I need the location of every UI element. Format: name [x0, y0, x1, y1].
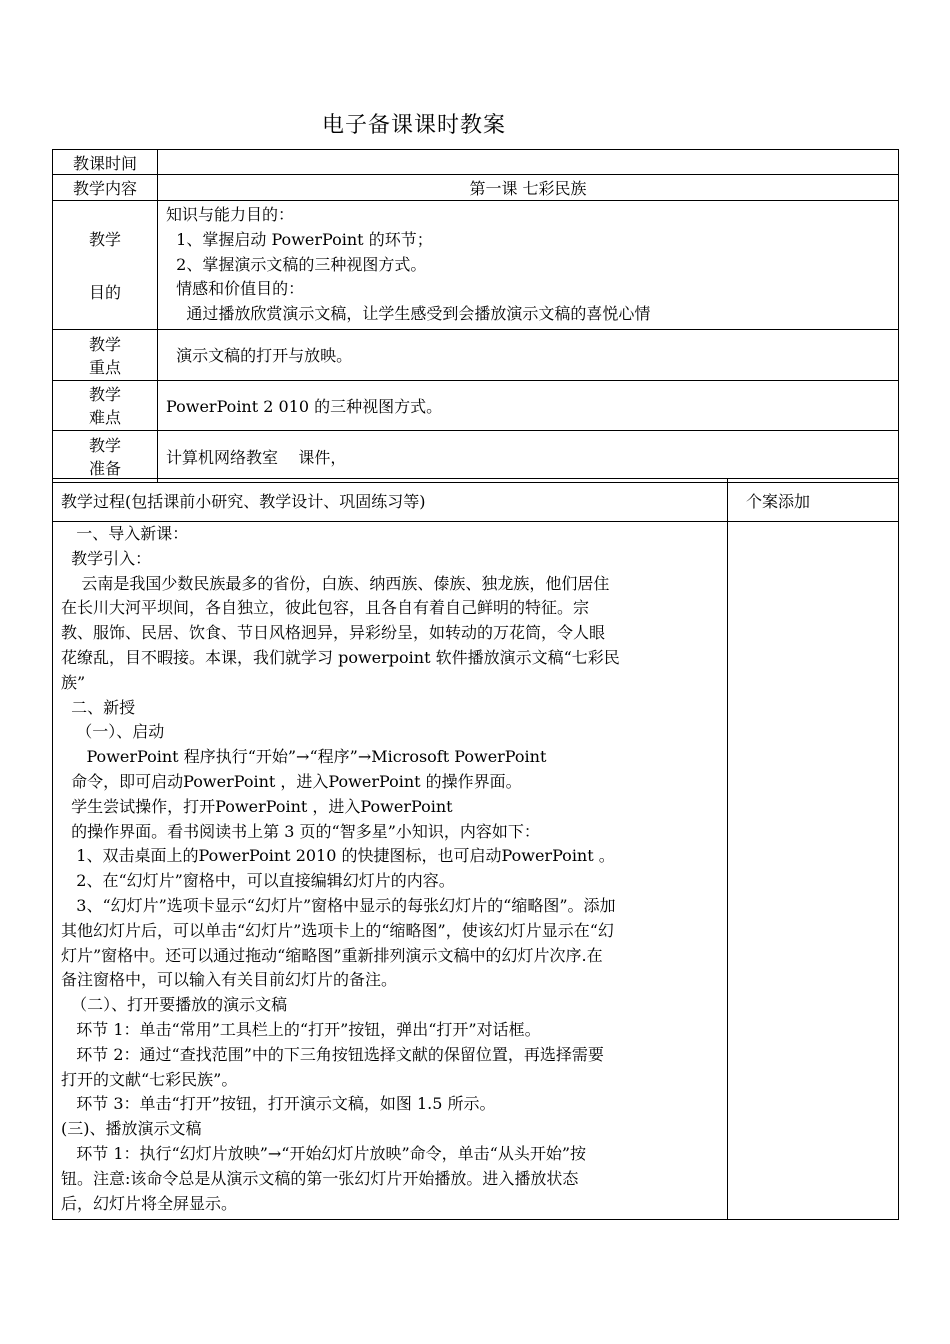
- process-line: 打开的文献“七彩民族”。: [61, 1069, 238, 1089]
- prep-label-1: 教学: [88, 436, 121, 456]
- process-line: 备注窗格中，可以输入有关目前幻灯片的备注。: [61, 970, 398, 990]
- process-line: 钮。注意:该命令总是从演示文稿的第一张幻灯片开始播放。进入播放状态: [61, 1168, 579, 1188]
- process-body-row: [53, 522, 899, 1220]
- objective-line: 情感和价值目的：: [166, 279, 305, 299]
- time-label: 教课时间: [53, 150, 158, 175]
- process-line: 二、新授: [61, 697, 136, 717]
- process-line: 3、“幻灯片”选项卡显示“幻灯片”窗格中显示的每张幻灯片的“缩略图”。添加: [61, 895, 616, 915]
- difficulty-value: PowerPoint 2 010 的三种视图方式。: [158, 380, 899, 430]
- side-body: [728, 522, 899, 1220]
- process-table: [52, 478, 899, 1220]
- row-content: [53, 175, 899, 201]
- process-line: 云南是我国少数民族最多的省份，白族、纳西族、傣族、独龙族，他们居住: [61, 573, 610, 593]
- objectives-label: [53, 201, 158, 330]
- row-objectives: [53, 201, 899, 330]
- process-line: 环节 1：执行“幻灯片放映”→“开始幻灯片放映”命令，单击“从头开始”按: [61, 1143, 587, 1163]
- lesson-info-table: [52, 149, 899, 483]
- process-line: 1、双击桌面上的PowerPoint 2010 的快捷图标，也可启动PowerPoint 。: [61, 846, 615, 866]
- page-title: 电子备课课时教案: [321, 113, 506, 138]
- side-header: 个案添加: [728, 479, 899, 522]
- process-line: PowerPoint 程序执行“开始”→“程序”→Microsoft PowerPoint: [61, 747, 547, 767]
- process-line: 环节 1：单击“常用”工具栏上的“打开”按钮，弹出“打开”对话框。: [61, 1019, 541, 1039]
- process-header: 教学过程(包括课前小研究、教学设计、巩固练习等): [53, 479, 728, 522]
- difficulty-label-1: 教学: [88, 385, 121, 405]
- process-line: 在长川大河平坝间，各自独立，彼此包容，且各自有着自己鲜明的特征。宗: [61, 598, 590, 618]
- row-preparation: [53, 430, 899, 482]
- process-line: 2、在“幻灯片”窗格中，可以直接编辑幻灯片的内容。: [61, 871, 455, 891]
- content-value: 第一课 七彩民族: [158, 175, 899, 201]
- process-line: （二）、打开要播放的演示文稿: [61, 995, 288, 1015]
- prep-label: [53, 430, 158, 482]
- process-line: 命令，即可启动PowerPoint ，进入PowerPoint 的操作界面。: [61, 771, 522, 791]
- process-line: 一、导入新课：: [61, 524, 189, 543]
- process-header-row: [53, 479, 899, 522]
- row-time: [53, 150, 899, 175]
- objective-line: 知识与能力目的：: [166, 205, 295, 224]
- prep-value: 计算机网络教室 课件，: [158, 430, 899, 482]
- process-line: 学生尝试操作，打开PowerPoint ，进入PowerPoint: [61, 796, 453, 816]
- process-line: 灯片”窗格中。还可以通过拖动“缩略图”重新排列演示文稿中的幻灯片次序.在: [61, 945, 603, 965]
- process-line: 环节 2：通过“查找范围”中的下三角按钮选择文献的保留位置，再选择需要: [61, 1044, 604, 1064]
- prep-label-2: 准备: [88, 459, 121, 479]
- process-line: 环节 3：单击“打开”按钮，打开演示文稿，如图 1.5 所示。: [61, 1094, 496, 1114]
- key-label-1: 教学: [88, 334, 121, 354]
- process-line: 其他幻灯片后，可以单击“幻灯片”选项卡上的“缩略图”，使该幻灯片显示在“幻: [61, 920, 614, 940]
- objectives-label-1: 教学: [88, 229, 121, 249]
- key-label-2: 重点: [88, 357, 121, 377]
- time-value: [158, 150, 899, 175]
- content-label: 教学内容: [53, 175, 158, 201]
- process-line: （一）、启动: [61, 722, 165, 742]
- process-line: 教学引入：: [61, 548, 152, 568]
- process-line: 教、服饰、民居、饮食、节日风格迥异，异彩纷呈，如转动的万花筒，令人眼: [61, 623, 606, 643]
- row-difficulty: [53, 380, 899, 430]
- difficulty-label: [53, 380, 158, 430]
- key-label: [53, 329, 158, 380]
- process-line: (三)、播放演示文稿: [61, 1119, 202, 1139]
- objective-line: 通过播放欣赏演示文稿，让学生感受到会播放演示文稿的喜悦心情: [166, 304, 651, 324]
- key-value: 演示文稿的打开与放映。: [158, 329, 899, 380]
- process-lines: [61, 522, 719, 1216]
- process-line: 后，幻灯片将全屏显示。: [61, 1193, 238, 1213]
- objectives-text: [158, 201, 899, 330]
- difficulty-label-2: 难点: [88, 408, 121, 428]
- objective-line: 1、掌握启动 PowerPoint 的环节；: [166, 229, 433, 249]
- row-key-points: [53, 329, 899, 380]
- objectives-label-2: 目的: [88, 282, 121, 302]
- process-line: 花缭乱，目不暇接。本课，我们就学习 powerpoint 软件播放演示文稿“七彩民: [61, 647, 620, 667]
- process-line: 族”: [61, 672, 86, 692]
- process-line: 的操作界面。看书阅读书上第 3 页的“智多星”小知识，内容如下：: [61, 821, 540, 841]
- objective-line: 2、掌握演示文稿的三种视图方式。: [166, 254, 427, 274]
- process-body: [53, 522, 728, 1220]
